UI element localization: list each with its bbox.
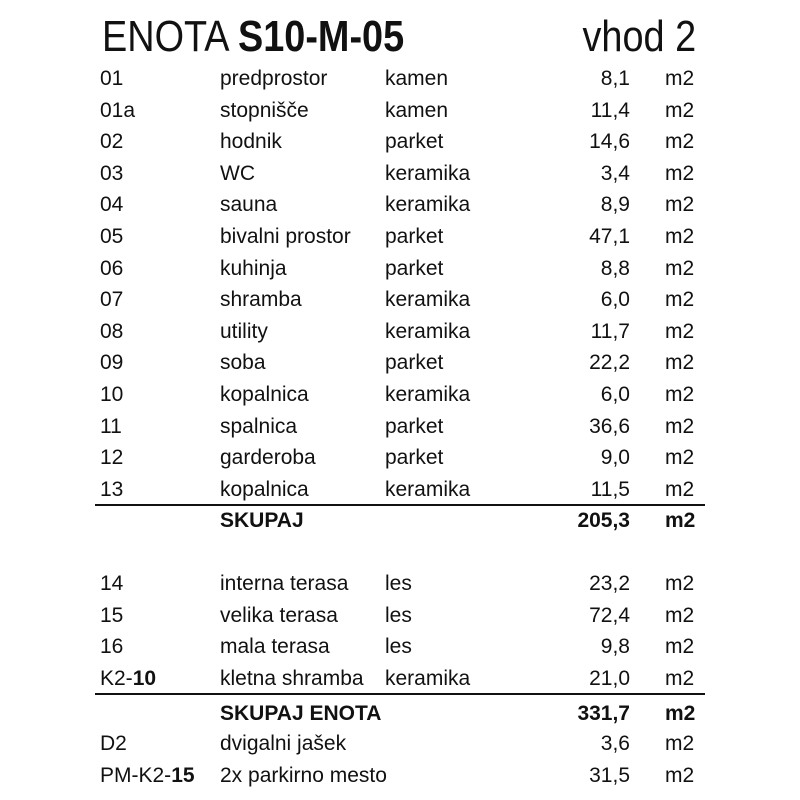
room-number: 01a bbox=[100, 98, 136, 122]
room-row bbox=[0, 126, 800, 157]
room-row bbox=[0, 411, 800, 442]
room-name: bivalni prostor bbox=[220, 225, 351, 248]
extra-row bbox=[0, 760, 800, 791]
area-unit: m2 bbox=[665, 666, 695, 690]
outdoor-row bbox=[0, 631, 800, 662]
total-label: SKUPAJ ENOTA bbox=[220, 702, 382, 725]
room-number: D2 bbox=[100, 732, 127, 755]
room-number: 08 bbox=[100, 319, 124, 343]
subtotal-label: SKUPAJ bbox=[220, 509, 304, 532]
floor-material: les bbox=[385, 635, 412, 659]
room-name: 2x parkirno mesto bbox=[220, 763, 387, 787]
room-row bbox=[0, 63, 800, 94]
outdoor-row bbox=[0, 663, 800, 694]
room-area: 6,0 bbox=[600, 288, 630, 312]
room-number: 10 bbox=[100, 383, 124, 406]
area-unit: m2 bbox=[665, 319, 695, 343]
room-number: 14 bbox=[100, 572, 124, 595]
entrance-label: vhod 2 bbox=[582, 12, 696, 61]
room-name: velika terasa bbox=[220, 603, 338, 627]
area-unit: m2 bbox=[665, 161, 695, 185]
room-number: 13 bbox=[100, 477, 124, 501]
floor-material: parket bbox=[385, 414, 444, 438]
room-area: 22,2 bbox=[589, 351, 630, 375]
area-unit: m2 bbox=[665, 67, 695, 90]
room-area: 14,6 bbox=[589, 130, 630, 154]
floor-material: kamen bbox=[385, 67, 449, 90]
area-unit: m2 bbox=[665, 477, 695, 501]
area-unit: m2 bbox=[665, 98, 695, 122]
total-divider bbox=[95, 693, 705, 695]
room-row bbox=[0, 379, 800, 410]
subtotal-row bbox=[0, 505, 800, 536]
unit-title bbox=[102, 12, 404, 62]
room-name: interna terasa bbox=[220, 572, 349, 595]
area-unit: m2 bbox=[665, 193, 695, 217]
room-area: 3,4 bbox=[600, 161, 630, 185]
room-name: hodnik bbox=[220, 130, 282, 154]
room-row bbox=[0, 347, 800, 378]
area-unit: m2 bbox=[665, 763, 695, 787]
extra-row bbox=[0, 728, 800, 759]
floor-material: les bbox=[385, 572, 412, 595]
room-area: 31,5 bbox=[589, 763, 630, 787]
room-area: 47,1 bbox=[589, 225, 630, 248]
unit-code: S10-M-05 bbox=[237, 12, 405, 61]
area-unit: m2 bbox=[665, 130, 695, 154]
room-number: 01 bbox=[100, 67, 124, 90]
floor-material: keramika bbox=[385, 319, 471, 343]
room-number-bold: 15 bbox=[171, 763, 195, 787]
room-name: stopnišče bbox=[220, 98, 309, 122]
area-unit: m2 bbox=[665, 288, 695, 312]
room-number: 15 bbox=[100, 603, 124, 627]
room-name: kletna shramba bbox=[220, 666, 364, 690]
floor-material: keramika bbox=[385, 383, 471, 406]
floor-material: keramika bbox=[385, 288, 471, 312]
room-row bbox=[0, 284, 800, 315]
floor-material: parket bbox=[385, 256, 444, 280]
room-name: dvigalni jašek bbox=[220, 732, 347, 755]
room-row bbox=[0, 95, 800, 126]
room-name: shramba bbox=[220, 288, 302, 312]
area-unit: m2 bbox=[665, 256, 695, 280]
area-unit: m2 bbox=[665, 732, 695, 755]
area-unit: m2 bbox=[665, 225, 695, 248]
room-name: spalnica bbox=[220, 414, 298, 438]
outdoor-row bbox=[0, 600, 800, 631]
room-name: utility bbox=[220, 319, 268, 343]
room-number bbox=[100, 663, 156, 694]
floor-material: kamen bbox=[385, 98, 449, 122]
room-number bbox=[100, 760, 195, 791]
room-number-prefix: PM-K2- bbox=[100, 763, 172, 787]
room-name: mala terasa bbox=[220, 635, 330, 659]
room-number-bold: 10 bbox=[132, 666, 157, 690]
room-name: kopalnica bbox=[220, 383, 309, 406]
floor-material: keramika bbox=[385, 193, 471, 217]
room-name: predprostor bbox=[220, 67, 328, 90]
room-number: 11 bbox=[100, 414, 122, 438]
room-row bbox=[0, 253, 800, 284]
floor-material: parket bbox=[385, 351, 444, 375]
total-area: 331,7 bbox=[577, 702, 630, 725]
room-row bbox=[0, 221, 800, 252]
area-unit: m2 bbox=[665, 635, 695, 659]
room-area: 72,4 bbox=[589, 603, 630, 627]
room-number: 02 bbox=[100, 130, 124, 154]
room-number: 12 bbox=[100, 446, 124, 470]
room-row bbox=[0, 316, 800, 347]
room-name: soba bbox=[220, 351, 266, 375]
total-row bbox=[0, 698, 800, 729]
floor-material: keramika bbox=[385, 666, 471, 690]
subtotal-area: 205,3 bbox=[577, 509, 630, 532]
floor-material: keramika bbox=[385, 161, 471, 185]
room-area: 8,8 bbox=[600, 256, 630, 280]
room-area: 8,1 bbox=[600, 67, 630, 90]
floor-material: parket bbox=[385, 446, 444, 470]
area-unit: m2 bbox=[665, 446, 695, 470]
subtotal-unit: m2 bbox=[665, 509, 696, 532]
floor-material: keramika bbox=[385, 477, 471, 501]
room-name: garderoba bbox=[220, 446, 316, 470]
room-row bbox=[0, 158, 800, 189]
room-area: 11,4 bbox=[590, 98, 630, 122]
floor-material: parket bbox=[385, 225, 444, 248]
room-area: 8,9 bbox=[600, 193, 630, 217]
room-number: 03 bbox=[100, 161, 124, 185]
room-area: 21,0 bbox=[589, 666, 630, 690]
floor-material: parket bbox=[385, 130, 444, 154]
total-unit: m2 bbox=[665, 702, 696, 725]
room-number: 16 bbox=[100, 635, 124, 659]
unit-header bbox=[100, 8, 700, 64]
room-area: 11,5 bbox=[590, 477, 630, 501]
room-number-prefix: K2- bbox=[100, 666, 133, 690]
room-name: kopalnica bbox=[220, 477, 309, 501]
room-name: sauna bbox=[220, 193, 278, 217]
room-name: WC bbox=[220, 161, 255, 185]
area-unit: m2 bbox=[665, 351, 695, 375]
room-area: 6,0 bbox=[600, 383, 630, 406]
room-number: 07 bbox=[100, 288, 124, 312]
room-area: 9,8 bbox=[600, 635, 630, 659]
area-unit: m2 bbox=[665, 414, 695, 438]
unit-title-prefix: ENOTA bbox=[102, 12, 228, 61]
room-area: 3,6 bbox=[600, 732, 630, 755]
room-number: 09 bbox=[100, 351, 124, 375]
outdoor-row bbox=[0, 568, 800, 599]
room-number: 06 bbox=[100, 256, 124, 280]
room-row bbox=[0, 442, 800, 473]
room-area: 9,0 bbox=[600, 446, 630, 470]
room-area: 23,2 bbox=[589, 572, 630, 595]
area-unit: m2 bbox=[665, 383, 695, 406]
floor-material: les bbox=[385, 603, 412, 627]
room-number: 05 bbox=[100, 225, 124, 248]
room-number: 04 bbox=[100, 193, 124, 217]
room-name: kuhinja bbox=[220, 256, 287, 280]
room-row bbox=[0, 189, 800, 220]
room-area: 36,6 bbox=[589, 414, 630, 438]
area-unit: m2 bbox=[665, 603, 695, 627]
area-unit: m2 bbox=[665, 572, 695, 595]
room-row bbox=[0, 474, 800, 505]
room-area: 11,7 bbox=[590, 319, 630, 343]
